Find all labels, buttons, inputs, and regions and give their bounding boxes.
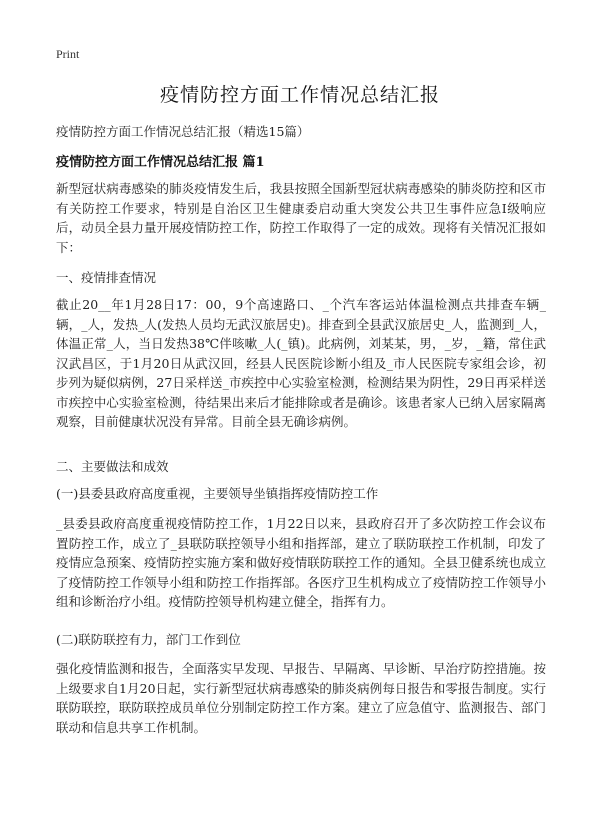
heading-epidemic-screening: 一、疫情排查情况 — [56, 270, 157, 285]
section-heading: 疫情防控方面工作情况总结汇报 篇1 — [56, 155, 265, 170]
intro-paragraph: 新型冠状病毒感染的肺炎疫情发生后，我县按照全国新型冠状病毒感染的肺炎防控和区市有关防控工作要求，特别是自治区卫生健康委启动重大突发公共卫生事件应急Ⅰ级响应后，动员全县力量开展疫情防控工作，防控工作取得了一定的成效。现将有关情况汇报如下： — [56, 181, 546, 255]
leadership-paragraph: _县委县政府高度重视疫情防控工作，1月22日以来，县政府召开了多次防控工作会议布置防控工作，成立了_县联防联控领导小组和指挥部，建立了联防联控工作机制，印发了疫情应急预案、疫情防控实施方案和做好疫情联防联控工作的通知。全县卫健系统也成立了疫情防控工作领导小组和防控工作指挥部。各医疗卫生机构成立了疫情防控工作领导小组和诊断治疗小组。疫情防控领导机构建立健全，指挥有力。 — [56, 516, 546, 609]
print-link[interactable]: Print — [56, 47, 80, 61]
subheading-leadership: (一)县委县政府高度重视，主要领导坐镇指挥疫情防控工作 — [56, 486, 379, 501]
document-subtitle: 疫情防控方面工作情况总结汇报（精选15篇） — [56, 124, 310, 139]
document-title: 疫情防控方面工作情况总结汇报 — [159, 84, 440, 106]
screening-paragraph: 截止20__年1月28日17：00，9个高速路口、_个汽车客运站体温检测点共排查车辆_辆，_人，发热_人(发热人员均无武汉旅居史)。排查到全县武汉旅居史_人，监测到_人，体温正常_人，当日发热38℃伴咳嗽_人(_镇)。此病例，刘某某，男，_岁，_籍，常住武汉武昌区，于1月20日从武汉回，经县人民医院诊断小组及_市人民医院专家组会诊，初步列为疑似病例，27日采样送_市疾控中心实验室检测，检测结果为阴性，29日再采样送市疾控中心实验室检测，待结果出来后才能排除或者是确诊。该患者家人已纳入居家隔离观察，目前健康状况没有异常。目前全县无确诊病例。 — [56, 297, 546, 429]
joint-control-paragraph: 强化疫情监测和报告，全面落实早发现、早报告、早隔离、早诊断、早治疗防控措施。按上级要求自1月20日起，实行新型冠状病毒感染的肺炎病例每日报告和零报告制度。实行联防联控，联防联控成员单位分别制定防控工作方案。建立了应急值守、监测报告、部门联动和信息共享工作机制。 — [56, 661, 546, 735]
heading-main-measures: 二、主要做法和成效 — [56, 459, 169, 474]
subheading-joint-control: (二)联防联控有力，部门工作到位 — [56, 632, 241, 647]
